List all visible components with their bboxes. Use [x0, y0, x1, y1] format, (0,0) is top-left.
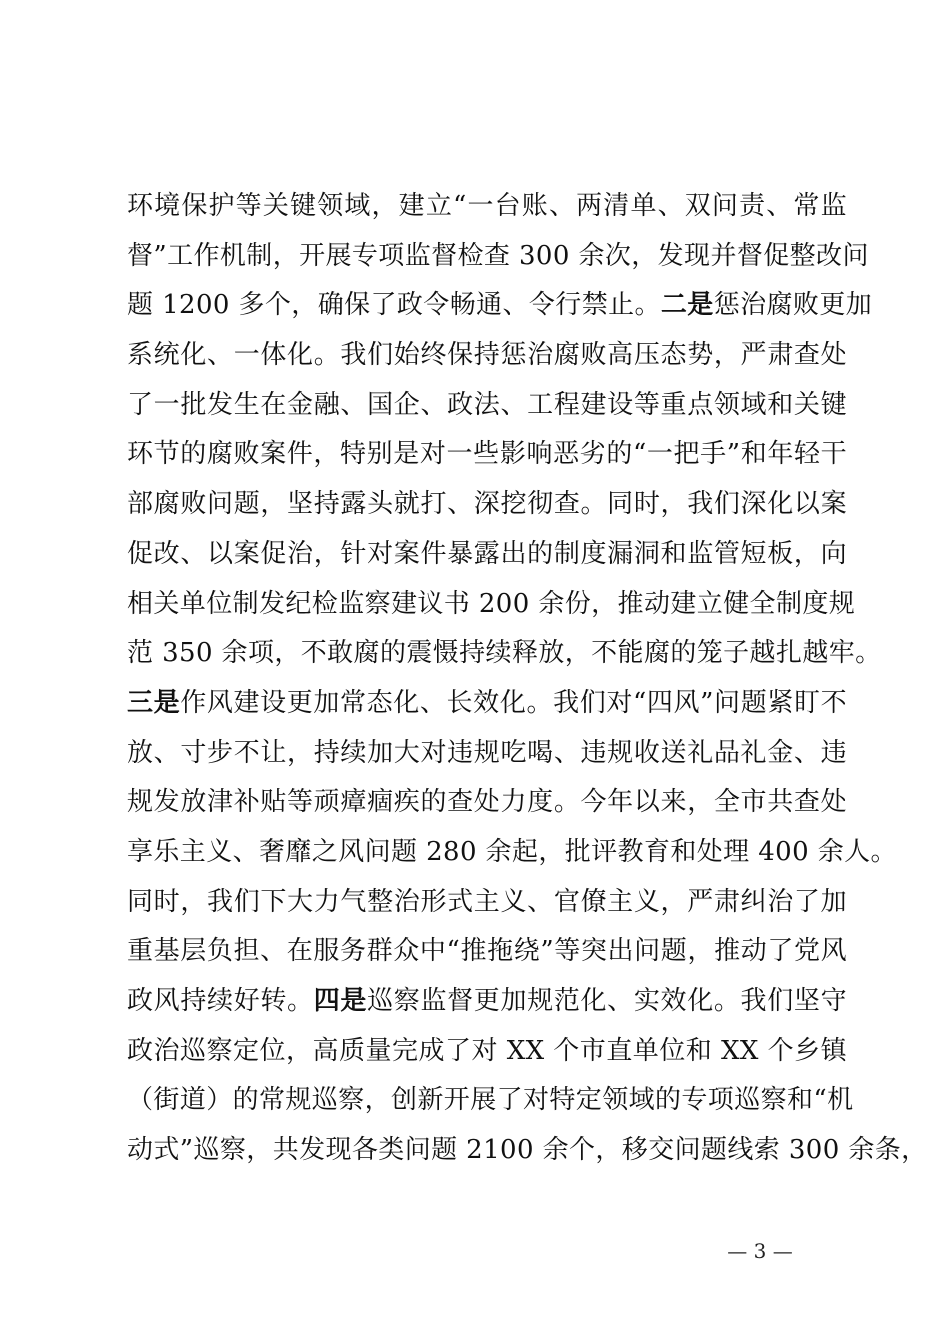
page-number: — 3 —: [727, 1239, 793, 1263]
text-line: [127, 232, 869, 282]
text-run: 惩治腐败更加: [713, 290, 873, 321]
text-line: [127, 977, 847, 1027]
text-line: [127, 480, 847, 530]
bold-heading-marker: 二是: [660, 290, 714, 321]
text-line: [127, 629, 882, 679]
text-run: 了一批发生在金融、国企、政法、工程建设等重点领域和关键: [127, 389, 847, 420]
text-line: [127, 729, 847, 779]
text-line: [127, 679, 847, 729]
text-line: [127, 381, 847, 431]
text-run: 重基层负担、在服务群众中“推拖绕”等突出问题，推动了党风: [127, 936, 847, 967]
text-run: （街道）的常规巡察，创新开展了对特定领域的专项巡察和“机: [127, 1085, 854, 1116]
text-run: 规发放津补贴等顽瘴痼疾的查处力度。今年以来，全市共查处: [127, 787, 847, 818]
text-run: 巡察监督更加规范化、实效化。我们坚守: [367, 986, 847, 1016]
text-run: 范 350 余项，不敢腐的震慑持续释放，不能腐的笼子越扎越牢。: [127, 638, 882, 669]
text-run: 放、寸步不让，持续加大对违规吃喝、违规收送礼品礼金、违: [127, 737, 847, 768]
text-run: 政风持续好转。: [127, 986, 314, 1016]
text-run: 系统化、一体化。我们始终保持惩治腐败高压态势，严肃查处: [127, 340, 847, 371]
text-run: 促改、以案促治，针对案件暴露出的制度漏洞和监管短板，向: [127, 538, 847, 569]
text-line: [127, 778, 847, 828]
text-run: 动式”巡察，共发现各类问题 2100 余个，移交问题线索 300 余条，: [127, 1135, 928, 1166]
text-run: 部腐败问题，坚持露头就打、深挖彻查。同时，我们深化以案: [127, 489, 847, 520]
text-run: 题 1200 多个，确保了政令畅通、令行禁止。: [127, 290, 661, 321]
text-run: 相关单位制发纪检监察建议书 200 余份，推动建立健全制度规: [127, 588, 856, 619]
text-run: 同时，我们下大力气整治形式主义、官僚主义，严肃纠治了加: [127, 886, 847, 917]
document-body: [127, 182, 928, 1176]
text-line: [127, 530, 847, 580]
text-line: [127, 430, 847, 480]
text-line: [127, 927, 847, 977]
text-line: [127, 281, 873, 331]
bold-heading-marker: 四是: [313, 986, 368, 1016]
text-line: [127, 580, 856, 630]
text-run: 享乐主义、奢靡之风问题 280 余起，批评教育和处理 400 余人。: [127, 836, 897, 867]
text-line: [127, 1076, 854, 1126]
text-line: [127, 878, 847, 928]
bold-heading-marker: 三是: [127, 687, 181, 718]
text-line: [127, 1126, 928, 1176]
text-line: [127, 828, 897, 878]
text-line: [127, 182, 847, 232]
text-run: 作风建设更加常态化、长效化。我们对“四风”问题紧盯不: [180, 687, 847, 718]
text-line: [127, 1027, 847, 1077]
text-run: 环节的腐败案件，特别是对一些影响恶劣的“一把手”和年轻干: [127, 439, 847, 470]
text-line: [127, 331, 847, 381]
text-run: 督”工作机制，开展专项监督检查 300 余次，发现并督促整改问: [127, 240, 869, 271]
text-run: 环境保护等关键领域，建立“一台账、两清单、双问责、常监: [127, 191, 847, 221]
text-run: 政治巡察定位，高质量完成了对 XX 个市直单位和 XX 个乡镇: [127, 1035, 847, 1066]
